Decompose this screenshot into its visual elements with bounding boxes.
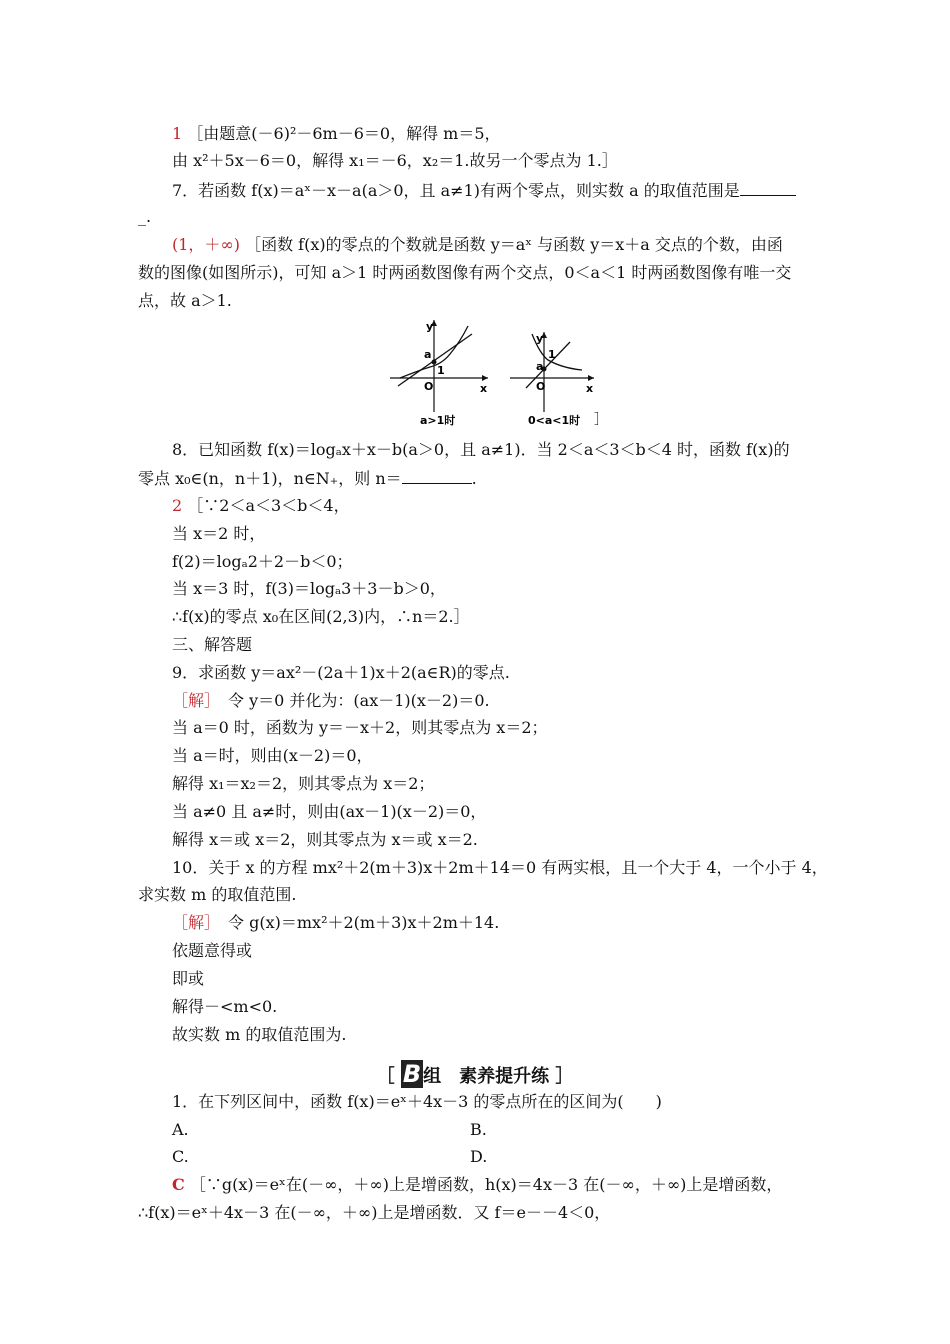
answer-line: 当 x＝2 时， <box>172 524 266 543</box>
svg-text:y: y <box>536 332 544 345</box>
answer-line: ∴f(x)＝eˣ＋4x－3 在(－∞，＋∞)上是增函数．又 f＝e－－4＜0， <box>138 1203 611 1222</box>
solution-9: ［解］ 令 y＝0 并化为：(ax－1)(x－2)＝0. <box>172 691 490 710</box>
question-9: 9．求函数 y＝ax²－(2a＋1)x＋2(a∈R)的零点. <box>172 663 510 682</box>
answer-line: f(2)＝logₐ2＋2－b＜0； <box>172 552 353 571</box>
svg-text:x: x <box>586 382 594 395</box>
answer-blank <box>740 180 796 196</box>
solution-line: 依题意得或 <box>172 941 253 960</box>
solution-line: 即或 <box>172 969 205 988</box>
answer-line: 当 x＝3 时，f(3)＝logₐ3＋3－b＞0， <box>172 579 446 598</box>
section-header-b: ［ B 组 素养提升练 ］ <box>376 1060 574 1088</box>
solution-10: ［解］ 令 g(x)＝mx²＋2(m＋3)x＋2m＋14. <box>172 913 500 932</box>
svg-text:O: O <box>424 380 434 393</box>
svg-text:1: 1 <box>548 348 556 361</box>
svg-text:x: x <box>480 382 488 395</box>
function-graphs-figure <box>380 312 620 432</box>
answer-line: 点，故 a＞1. <box>138 291 232 310</box>
solution-line: 故实数 m 的取值范围为. <box>172 1025 347 1044</box>
question-8-line: 零点 x₀∈(n，n＋1)，n∈N₊，则 n＝ . <box>138 469 477 488</box>
right-caption: 0<a<1时 <box>528 414 581 427</box>
question-8: 8．已知函数 f(x)＝logₐx＋x－b(a＞0，且 a≠1)．当 2＜a＜3＜b＜4 时，函数 f(x)的 <box>172 440 790 459</box>
question-10: 10．关于 x 的方程 mx²＋2(m＋3)x＋2m＋14＝0 有两实根，且一个大于 4，一个小于 4， <box>172 858 828 877</box>
answer-number: 1 <box>172 124 183 143</box>
answer-line: ∴f(x)的零点 x₀在区间(2,3)内，∴n＝2.］ <box>172 607 470 626</box>
answer-line: 由 x²＋5x－6＝0，解得 x₁＝－6，x₂＝1.故另一个零点为 1.］ <box>172 151 618 170</box>
svg-text:a: a <box>424 348 432 361</box>
x-axis-arrow <box>482 375 488 381</box>
solution-tag: ［解］ <box>172 913 213 932</box>
option-b: B. <box>470 1120 487 1139</box>
solution-line: 解得 x₁＝x₂＝2，则其零点为 x＝2； <box>172 774 435 793</box>
svg-text:y: y <box>426 320 434 333</box>
answer-7: (1，＋∞) ［函数 f(x)的零点的个数就是函数 y＝aˣ 与函数 y＝x＋a 交点的个数，由函 <box>172 235 783 254</box>
solution-line: 当 a≠0 且 a≠时，则由(ax－1)(x－2)＝0， <box>172 802 487 821</box>
left-caption: a>1时 <box>420 414 456 427</box>
solution-line: 当 a＝时，则由(x－2)＝0， <box>172 746 373 765</box>
intersection-point <box>432 360 437 365</box>
option-a: A. <box>172 1120 189 1139</box>
question-7: 7．若函数 f(x)＝aˣ－x－a(a＞0，且 a≠1)有两个零点，则实数 a 的取值范围是 <box>172 180 796 201</box>
solution-line: 解得 x＝或 x＝2，则其零点为 x＝或 x＝2. <box>172 830 478 849</box>
answer-number: 2 <box>172 496 183 515</box>
question-7-tail: _. <box>138 207 152 226</box>
answer-line: 数的图像(如图所示)，可知 a＞1 时两函数图像有两个交点，0＜a＜1 时两函数图像有唯一交 <box>138 263 792 282</box>
section-title: 三、解答题 <box>172 635 253 654</box>
x-axis-arrow <box>588 375 594 381</box>
answer-value: (1，＋∞) <box>172 235 240 254</box>
solution-tag: ［解］ <box>172 691 213 710</box>
answer-8: 2 ［∵2＜a＜3＜b＜4， <box>172 496 350 515</box>
svg-text:1: 1 <box>437 364 445 377</box>
answer-choice: C <box>172 1175 185 1194</box>
svg-text:O: O <box>536 380 546 393</box>
svg-text:a: a <box>536 360 544 373</box>
solution-line: 当 a＝0 时，函数为 y＝－x＋2，则其零点为 x＝2； <box>172 718 548 737</box>
answer-b1: C ［∵g(x)＝eˣ在(－∞，＋∞)上是增函数，h(x)＝4x－3 在(－∞，＋∞)上是增函数， <box>172 1175 783 1194</box>
option-c: C. <box>172 1147 189 1166</box>
question-10-line: 求实数 m 的取值范围. <box>138 885 297 904</box>
option-d: D. <box>470 1147 488 1166</box>
answer-6: 1 ［由题意(－6)²－6m－6＝0，解得 m＝5， <box>172 124 501 143</box>
question-b1: 1．在下列区间中，函数 f(x)＝eˣ＋4x－3 的零点所在的区间为( ) <box>172 1092 662 1111</box>
svg-text:］: ］ <box>594 412 608 428</box>
solution-line: 解得－<m<0. <box>172 997 278 1016</box>
answer-blank <box>402 468 472 484</box>
group-b-badge: B <box>402 1060 422 1088</box>
